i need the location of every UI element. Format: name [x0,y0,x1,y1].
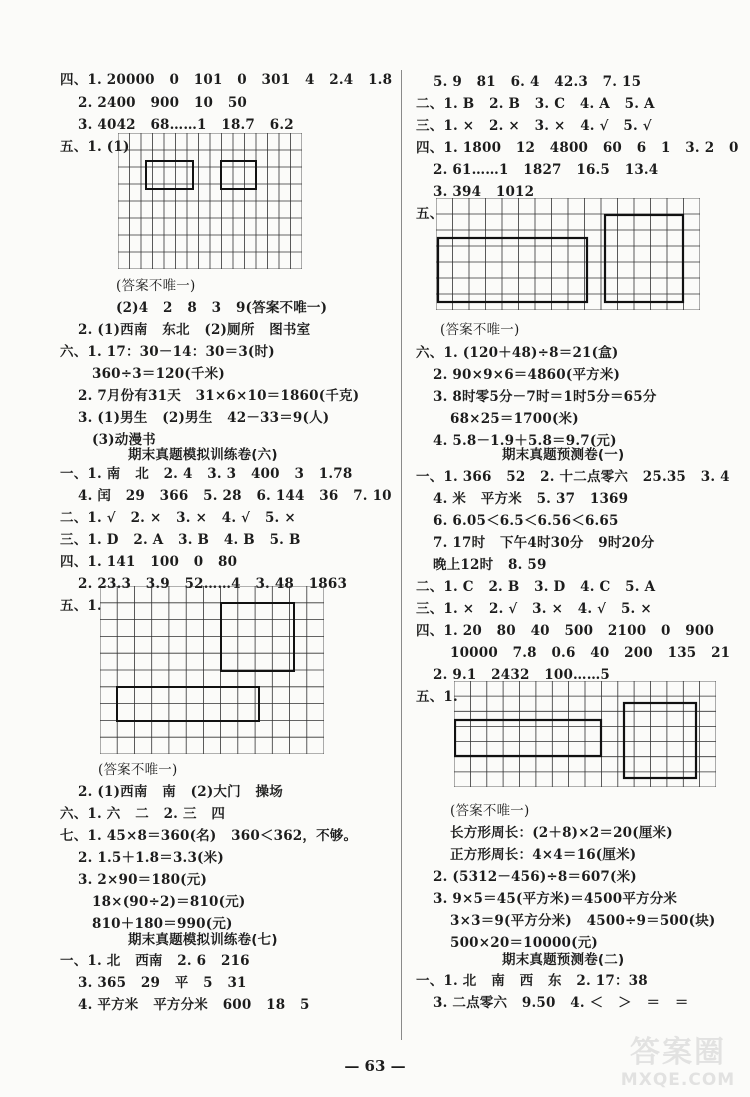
watermark-logo [612,1036,744,1092]
drawn-rectangle [605,215,683,302]
answer-line: 一、1. 366 52 2. 十二点零六 25.35 3. 4 [416,469,730,485]
section-title: 期末真题预测卷(二) [502,952,625,968]
answer-line: 4. 5.8－1.9＋5.8＝9.7(元) [433,433,617,449]
answer-line: 一、1. 北 南 西 东 2. 17：38 [416,973,648,989]
answer-note: (答案不唯一) [450,803,530,819]
answer-line: 正方形周长：4×4＝16(厘米) [450,847,637,863]
answer-line: 4. 闰 29 366 5. 28 6. 144 36 7. 10 [78,488,392,504]
answer-line: 3×3＝9(平方分米) 4500÷9＝500(块) [450,913,716,929]
section-title: 期末真题模拟训练卷(六) [128,447,278,463]
answer-line: 18×(90÷2)＝810(元) [92,894,246,910]
answer-line: 四、1. 1800 12 4800 60 6 1 3. 2 0 [416,140,739,156]
answer-line: 六、1. 六 二 2. 三 四 [60,806,226,822]
answer-line: 7. 17时 下午4时30分 9时20分 [433,535,655,551]
answer-line: 四、1. 20 80 40 500 2100 0 900 [416,623,715,639]
drawn-rectangle [221,603,294,671]
answer-note: (答案不唯一) [440,322,520,338]
answer-line: 六、1. 17：30－14：30＝3(时) [60,344,275,360]
answer-line: 2. (5312－456)÷8＝607(米) [433,869,637,885]
answer-line: 2. 7月份有31天 31×6×10＝1860(千克) [78,388,360,404]
watermark-text: 答案圈 [630,1035,726,1070]
grid-figure-2 [100,586,324,754]
answer-line: 3. 365 29 平 5 31 [78,975,247,991]
answer-line: 五、1. (1) [60,139,130,155]
answer-line: 三、1. × 2. √ 3. × 4. √ 5. × [416,601,652,617]
answer-line: 五、1. [60,598,102,614]
answer-line: 2. 2400 900 10 50 [78,95,248,111]
answer-line: 四、1. 20000 0 101 0 301 4 2.4 1.8 [60,72,393,88]
drawn-rectangle [438,238,587,302]
answer-line: 晚上12时 8. 59 [433,557,547,573]
drawn-rectangle [221,161,256,189]
answer-line: 2. (1)西南 东北 (2)厕所 图书室 [78,322,311,338]
answer-line: 3. 二点零六 9.50 4. ＜ ＞ ＝ ＝ [433,995,689,1011]
page-number: — 63 — [344,1057,406,1075]
answer-line: 3. 2×90＝180(元) [78,872,208,888]
answer-line: 500×20＝10000(元) [450,935,599,951]
drawn-rectangle [624,703,696,778]
answer-line: 五、 [416,206,444,222]
answer-line: 3. 8时零5分－7时＝1时5分＝65分 [433,389,657,405]
answer-line: 810＋180＝990(元) [92,916,233,932]
answer-line: 2. 23.3 3.9 52……4 3. 48 1863 [78,576,348,592]
answer-line: 五、1. [416,689,458,705]
drawn-rectangle [146,161,193,189]
answer-line: 360÷3＝120(千米) [92,366,225,382]
answer-line: 4. 米 平方米 5. 37 1369 [433,491,629,507]
answer-line: 一、1. 北 西南 2. 6 216 [60,953,250,969]
answer-line: 长方形周长：(2＋8)×2＝20(厘米) [450,825,673,841]
answer-line: 3. 394 1012 [433,184,535,200]
answer-line: 2. 9.1 2432 100……5 [433,667,611,683]
answer-line: 二、1. C 2. B 3. D 4. C 5. A [416,579,656,595]
answer-line: 一、1. 南 北 2. 4 3. 3 400 3 1.78 [60,466,353,482]
column-divider [401,70,402,1040]
answer-line: 二、1. √ 2. × 3. × 4. √ 5. × [60,510,296,526]
answer-line: 二、1. B 2. B 3. C 4. A 5. A [416,96,655,112]
answer-line: (3)动漫书 [92,432,156,448]
answer-line: 2. 90×9×6＝4860(平方米) [433,367,621,383]
answer-line: 3. (1)男生 (2)男生 42－33＝9(人) [78,410,330,426]
grid-figure-1 [118,133,302,269]
answer-line: 10000 7.8 0.6 40 200 135 21 [450,645,731,661]
answer-line: 3. 9×5＝45(平方米)＝4500平方分米 [433,891,678,907]
grid-figure-3 [436,198,700,310]
answer-line: 六、1. (120＋48)÷8＝21(盒) [416,345,619,361]
section-title: 期末真题预测卷(一) [502,447,625,463]
answer-line: 68×25＝1700(米) [450,411,579,427]
answer-line: (2)4 2 8 3 9(答案不唯一) [116,300,328,316]
answer-line: 三、1. D 2. A 3. B 4. B 5. B [60,532,301,548]
answer-line: 5. 9 81 6. 4 42.3 7. 15 [433,74,642,90]
answer-line: 2. (1)西南 南 (2)大门 操场 [78,784,283,800]
answer-line: 4. 平方米 平方分米 600 18 5 [78,997,310,1013]
answer-line: 6. 6.05＜6.5＜6.56＜6.65 [433,513,619,529]
drawn-rectangle [455,720,601,756]
answer-line: 2. 61……1 1827 16.5 13.4 [433,162,659,178]
answer-line: 3. 4042 68……1 18.7 6.2 [78,117,294,133]
watermark-url: MXQE.COM [620,1070,736,1090]
section-title: 期末真题模拟训练卷(七) [128,932,278,948]
answer-line: 四、1. 141 100 0 80 [60,554,238,570]
answer-line: 七、1. 45×8＝360(名) 360＜362，不够。 [60,828,358,844]
answer-note: (答案不唯一) [116,278,196,294]
answer-line: 2. 1.5＋1.8＝3.3(米) [78,850,224,866]
grid-figure-4 [454,681,716,787]
answer-note: (答案不唯一) [98,762,178,778]
answer-line: 三、1. × 2. × 3. × 4. √ 5. √ [416,118,652,134]
